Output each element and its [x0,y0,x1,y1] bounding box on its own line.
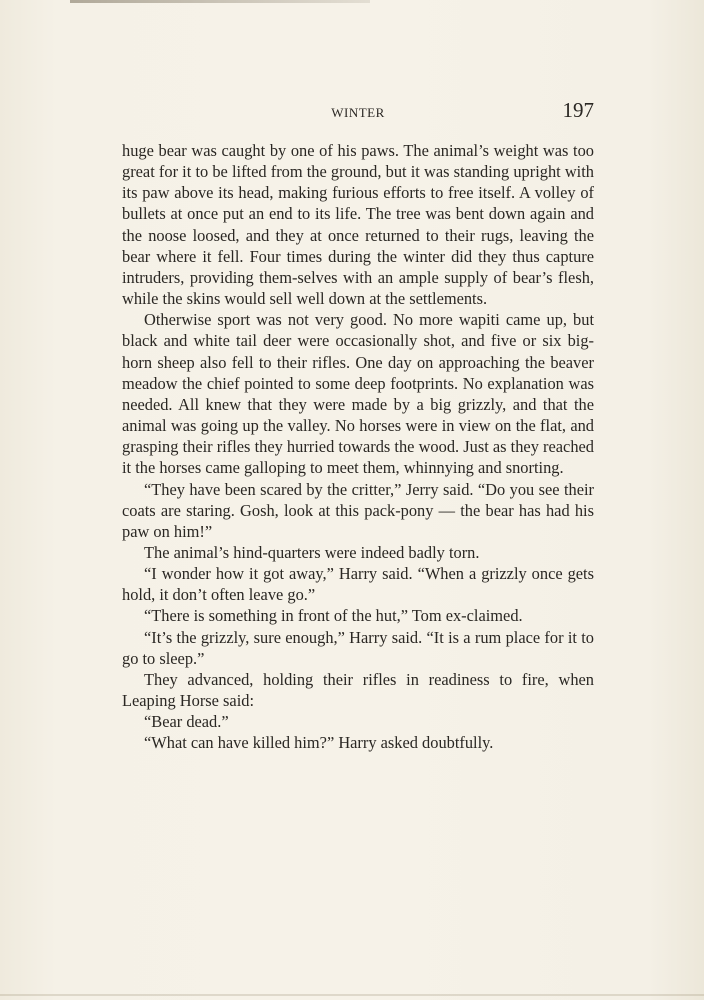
running-head: WINTER [331,105,385,120]
paragraph: “What can have killed him?” Harry asked doubtfully. [144,733,494,753]
page-bottom-edge [0,994,704,996]
paragraph: The animal’s hind-quarters were indeed badly torn. [144,542,480,562]
paragraph: Otherwise sport was not very good. No more wapiti came up, but black and white tail deer were occasionally shot, and five or six big-horn sheep also fell to their rifles. One day on approaching the beaver meadow the chief pointed to some deep footprints. No explanation was needed. All knew that they were made by a big grizzly, and that the animal was going up the valley. No horses were in view on the flat, and grasping their rifles they hurried towards the wood. Just as they reached it the horses came galloping to meet them, whinnying and snorting. [122,310,594,478]
paragraph: “There is something in front of the hut,” Tom ex-claimed. [144,606,523,626]
paragraph: They advanced, holding their rifles in readiness to fire, when Leaping Horse said: [122,669,594,711]
page-top-edge [70,0,370,3]
paragraph: “I wonder how it got away,” Harry said. “When a grizzly once gets hold, it don’t often leave go.” [122,564,594,605]
page-header [122,98,594,128]
page-number: 197 [562,98,594,122]
paragraph: “It’s the grizzly, sure enough,” Harry said. “It is a rum place for it to go to sleep.” [122,627,594,668]
paragraph: “They have been scared by the critter,” Jerry said. “Do you see their coats are staring. Gosh, look at this pack-pony — the bear has had his paw on him!” [122,479,594,541]
body-text [122,140,594,754]
paragraph: huge bear was caught by one of his paws. The animal’s weight was too great for it to be lifted from the ground, but it was standing upright with its paw above its head, making furious efforts to free itself. A volley of bullets at once put an end to its life. The tree was bent down again and the noose loosed, and they at once returned to their rugs, leaving the bear where it fell. Four times during the winter did they thus capture intruders, providing them-selves with an ample supply of bear’s flesh, while the skins would sell well down at the settlements. [122,141,594,309]
paragraph: “Bear dead.” [144,712,229,732]
